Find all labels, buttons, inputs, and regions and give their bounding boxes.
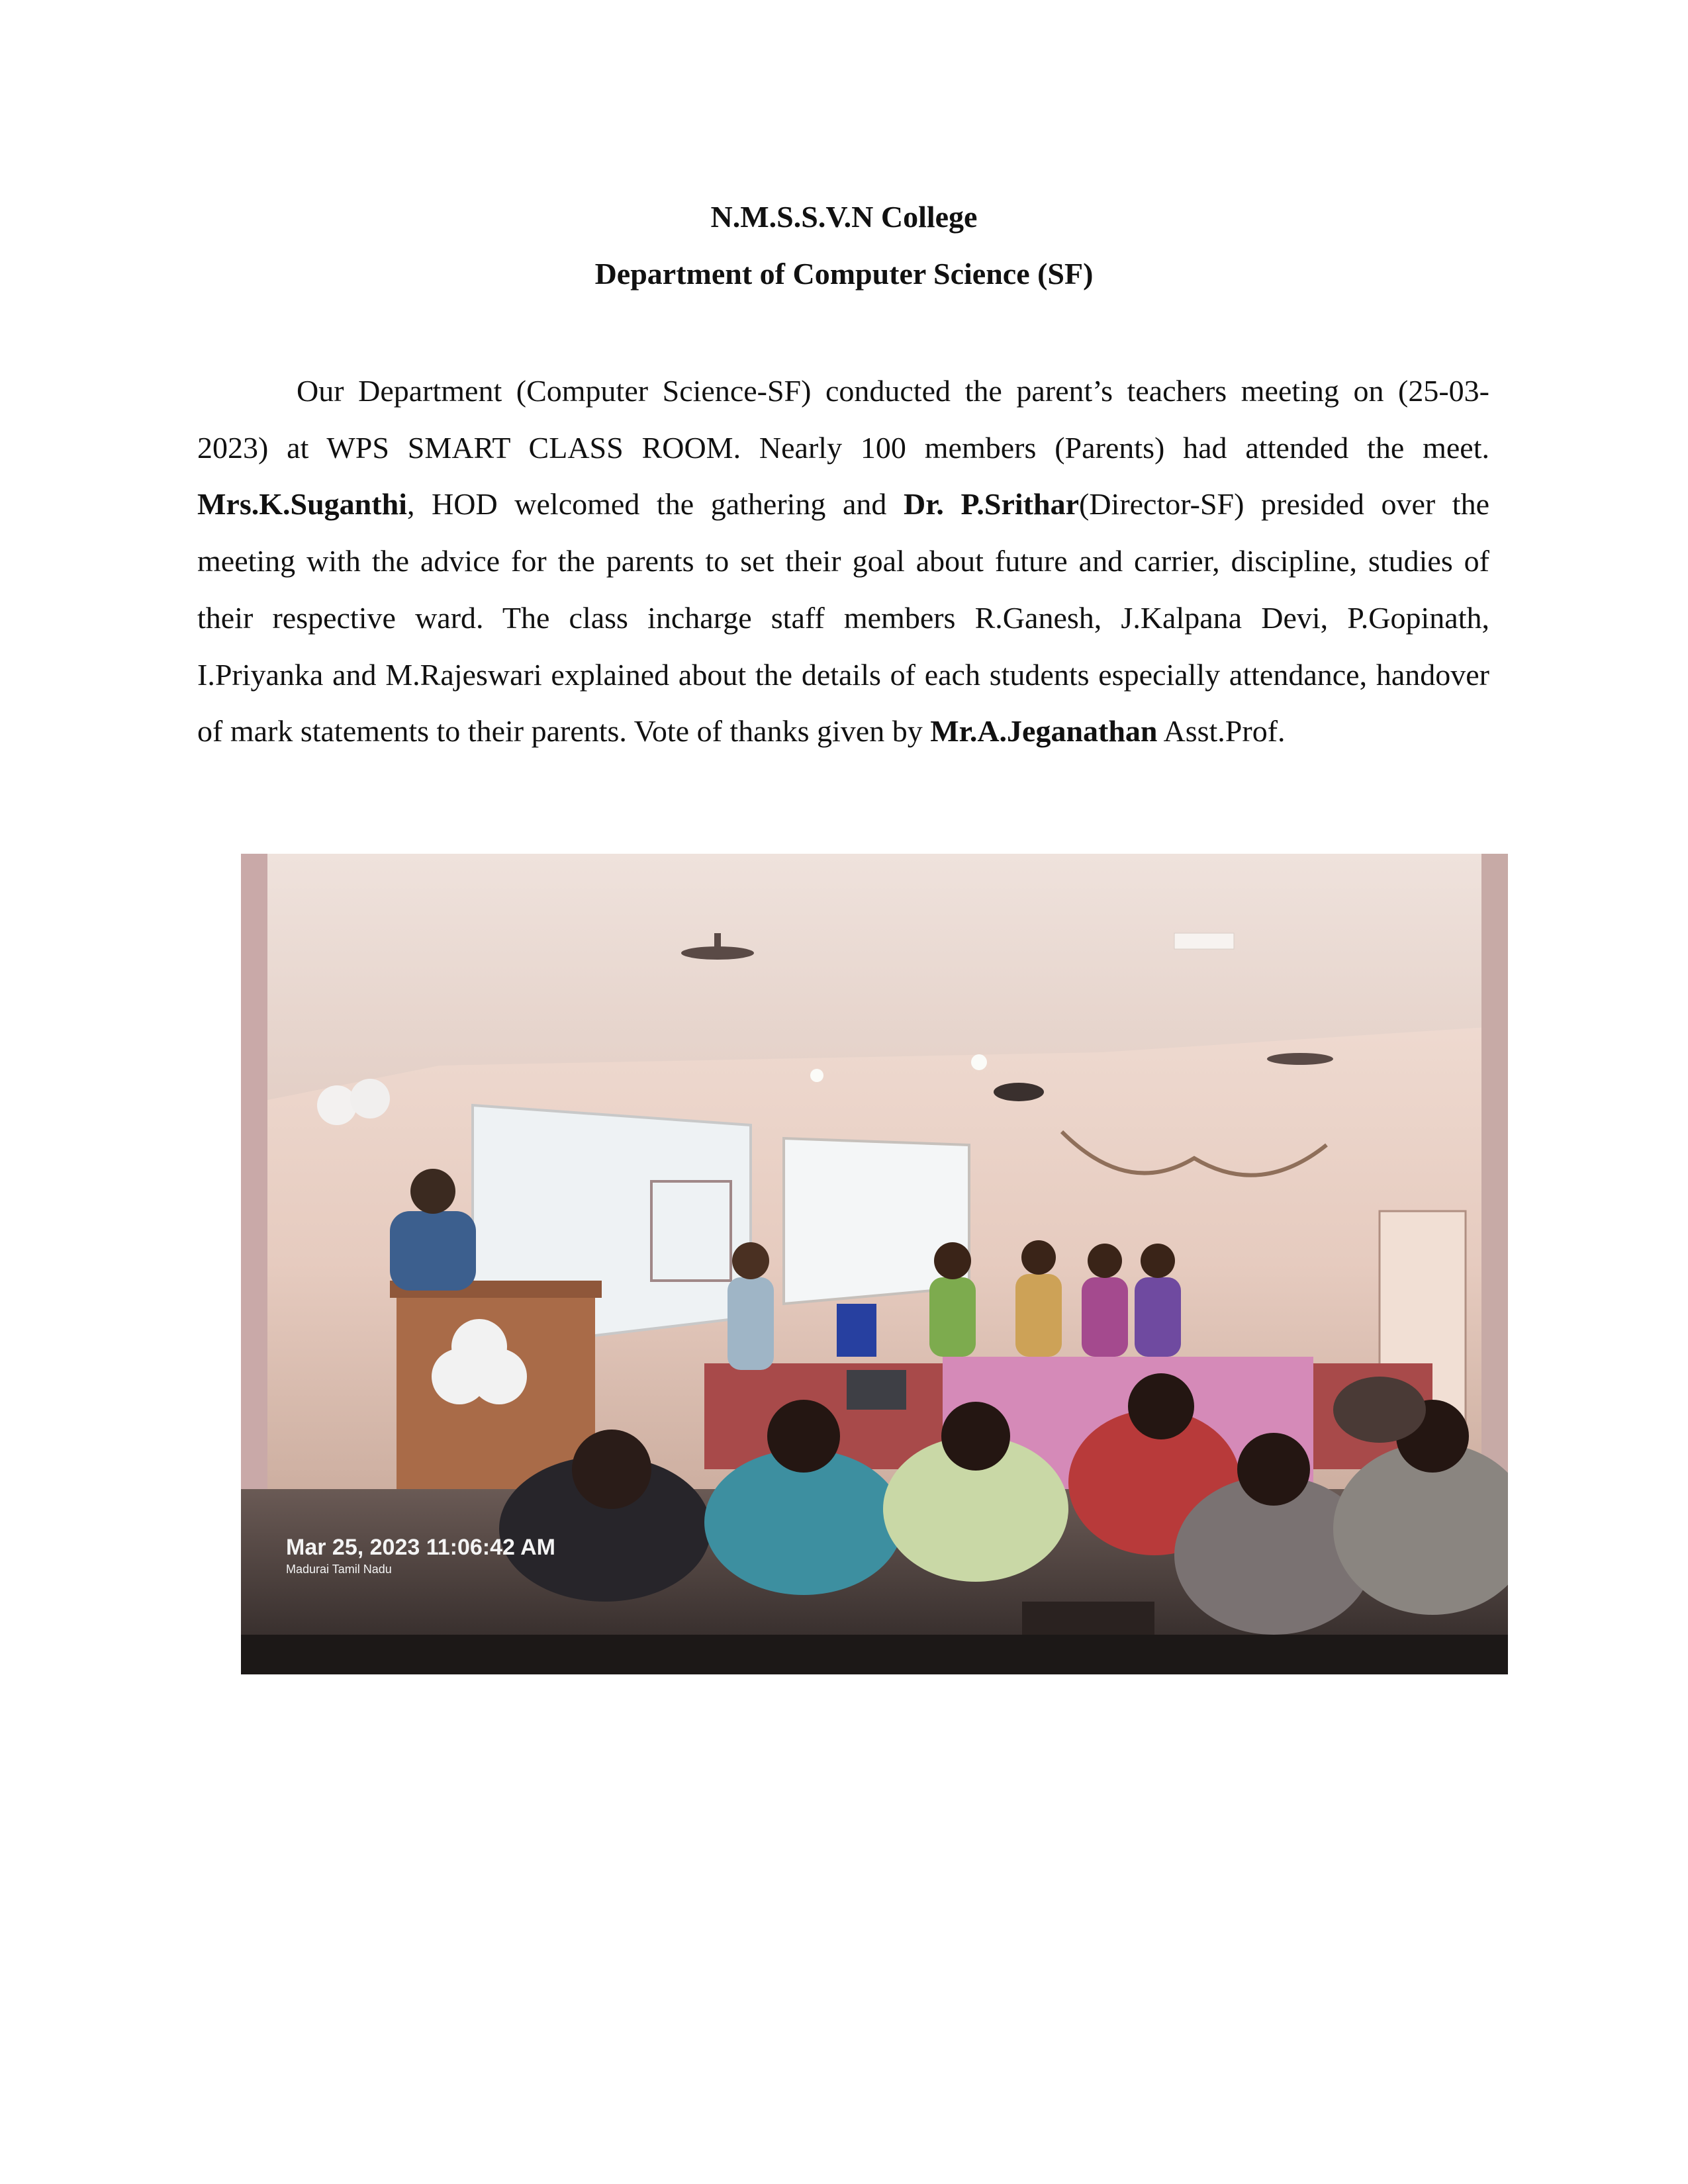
meeting-photo: [241, 854, 1508, 1674]
hod-name: Mrs.K.Suganthi: [197, 487, 407, 522]
photo-timestamp-overlay: [286, 1534, 555, 1578]
college-title: N.M.S.S.V.N College: [710, 200, 978, 234]
report-text-4: Asst.Prof.: [1157, 714, 1286, 749]
photo-timestamp: Mar 25, 2023 11:06:42 AM: [286, 1535, 555, 1560]
report-text-2: , HOD welcomed the gathering and: [406, 487, 904, 522]
vote-of-thanks-name: Mr.A.Jeganathan: [930, 714, 1158, 749]
report-text-1: Our Department (Computer Science-SF) conducted the parent’s teachers meeting on (25-03-2023) at WPS SMART CLASS ROOM. Nearly 100 members (Parents) had attended the meet.: [197, 374, 1489, 465]
director-name: Dr. P.Srithar: [904, 487, 1079, 522]
photo-location: Madurai Tamil Nadu: [286, 1563, 392, 1576]
report-text-3: (Director-SF) presided over the meeting with the advice for the parents to set their goal about future and carrier, discipline, studies of their respective ward. The class incharge staff members R.Ganesh, J.Kalpana Devi, P.Gopinath, I.Priyanka and M.Rajeswari explained about the details of each students especially attendance, handover of mark statements to their parents. Vote of thanks given by: [197, 487, 1489, 749]
department-title: Department of Computer Science (SF): [594, 257, 1094, 291]
report-paragraph: [197, 363, 1489, 760]
